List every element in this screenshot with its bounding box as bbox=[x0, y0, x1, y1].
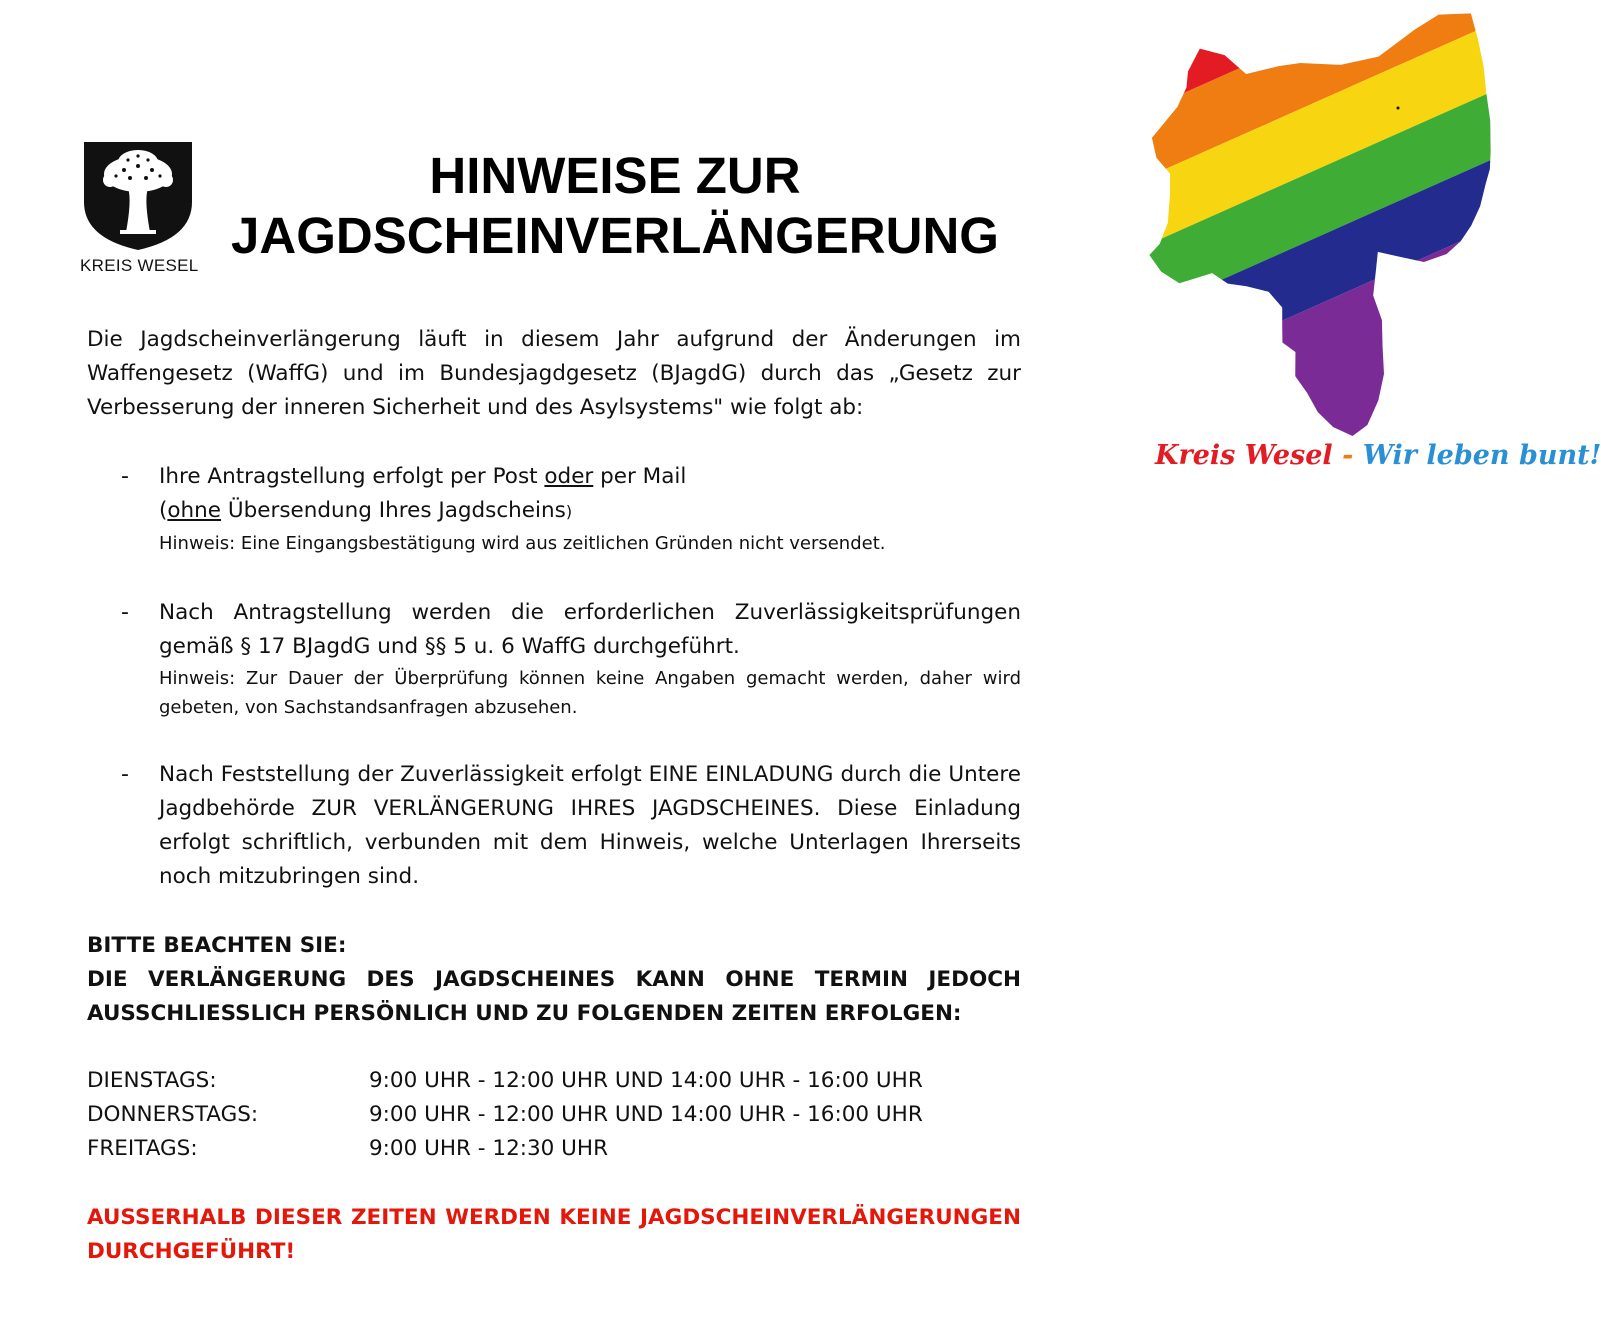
bullet-1-line-2: (ohne Übersendung Ihres Jagdscheins) bbox=[159, 498, 573, 523]
attention-block bbox=[87, 929, 1021, 1031]
warning-text: AUSSERHALB DIESER ZEITEN WERDEN KEINE JAGDSCHEINVERLÄNGERUNGEN DURCHGEFÜHRT! bbox=[87, 1205, 1021, 1264]
bullet-1-line-1: Ihre Antragstellung erfolgt per Post oder per Mail bbox=[159, 464, 687, 489]
slogan-separator: - bbox=[1332, 440, 1363, 471]
rainbow-district-map bbox=[1140, 0, 1550, 430]
schedule-hours: 9:00 UHR - 12:00 UHR UND 14:00 UHR - 16:00 UHR bbox=[369, 1068, 923, 1093]
schedule-day: DIENSTAGS: bbox=[87, 1068, 217, 1093]
kreis-wesel-logo bbox=[80, 140, 198, 280]
list-item bbox=[87, 460, 1021, 558]
underline-ohne: ohne bbox=[167, 498, 222, 523]
title-line-2: JAGDSCHEINVERLÄNGERUNG bbox=[231, 207, 999, 264]
underline-oder: oder bbox=[544, 464, 594, 489]
schedule-row bbox=[87, 1064, 1021, 1098]
attention-text: DIE VERLÄNGERUNG DES JAGDSCHEINES KANN OHNE TERMIN JEDOCH AUSSCHLIESSLICH PERSÖNLICH UND ZU FOLGENDEN ZEITEN ERFOLGEN: bbox=[87, 967, 1021, 1026]
opening-hours bbox=[87, 1064, 1021, 1166]
schedule-hours: 9:00 UHR - 12:00 UHR UND 14:00 UHR - 16:00 UHR bbox=[369, 1102, 923, 1127]
schedule-hours: 9:00 UHR - 12:30 UHR bbox=[369, 1136, 609, 1161]
attention-heading: BITTE BEACHTEN SIE: bbox=[87, 933, 347, 958]
list-item bbox=[87, 596, 1021, 722]
slogan-kreis-wesel: Kreis Wesel bbox=[1155, 440, 1333, 471]
schedule-day: DONNERSTAGS: bbox=[87, 1102, 259, 1127]
title-line-1: HINWEISE ZUR bbox=[429, 147, 801, 204]
bullet-2-note: Hinweis: Zur Dauer der Überprüfung können keine Angaben gemacht werden, daher wird gebeten, von Sachstandsanfragen abzusehen. bbox=[159, 668, 1021, 718]
bullet-dash: - bbox=[121, 464, 129, 489]
bullet-dash: - bbox=[121, 762, 129, 787]
coat-of-arms-icon bbox=[80, 140, 198, 252]
slogan-wir-leben-bunt: Wir leben bunt! bbox=[1362, 440, 1601, 471]
bullet-dash: - bbox=[121, 600, 129, 625]
list-item bbox=[87, 758, 1021, 894]
map-stripe-green bbox=[953, 6, 1601, 388]
logo-label: KREIS WESEL bbox=[80, 256, 199, 275]
slogan bbox=[1155, 440, 1601, 490]
page-title bbox=[205, 146, 1025, 266]
schedule-row bbox=[87, 1098, 1021, 1132]
intro-paragraph: Die Jagdscheinverlängerung läuft in diesem Jahr aufgrund der Änderungen im Waffengesetz (WaffG) und im Bundesjagdgesetz (BJagdG) durch das „Gesetz zur Verbesserung der inneren Sicherheit und des Asylsystems" wie folgt ab: bbox=[87, 327, 1021, 420]
schedule-day: FREITAGS: bbox=[87, 1136, 198, 1161]
bullet-3-text: Nach Feststellung der Zuverlässigkeit erfolgt EINE EINLADUNG durch die Untere Jagdbehörde ZUR VERLÄNGERUNG IHRES JAGDSCHEINES. Diese Einladung erfolgt schriftlich, verbunden mit dem Hinweis, welche Unterlagen Ihrerseits noch mitzubringen sind. bbox=[159, 762, 1021, 889]
bullet-2-text: Nach Antragstellung werden die erforderlichen Zuverlässigkeitsprüfungen gemäß § 17 BJagdG und §§ 5 u. 6 WaffG durchgeführt. bbox=[159, 600, 1021, 659]
bullet-1-note: Hinweis: Eine Eingangsbestätigung wird aus zeitlichen Gründen nicht versendet. bbox=[159, 533, 886, 554]
schedule-row bbox=[87, 1132, 1021, 1166]
